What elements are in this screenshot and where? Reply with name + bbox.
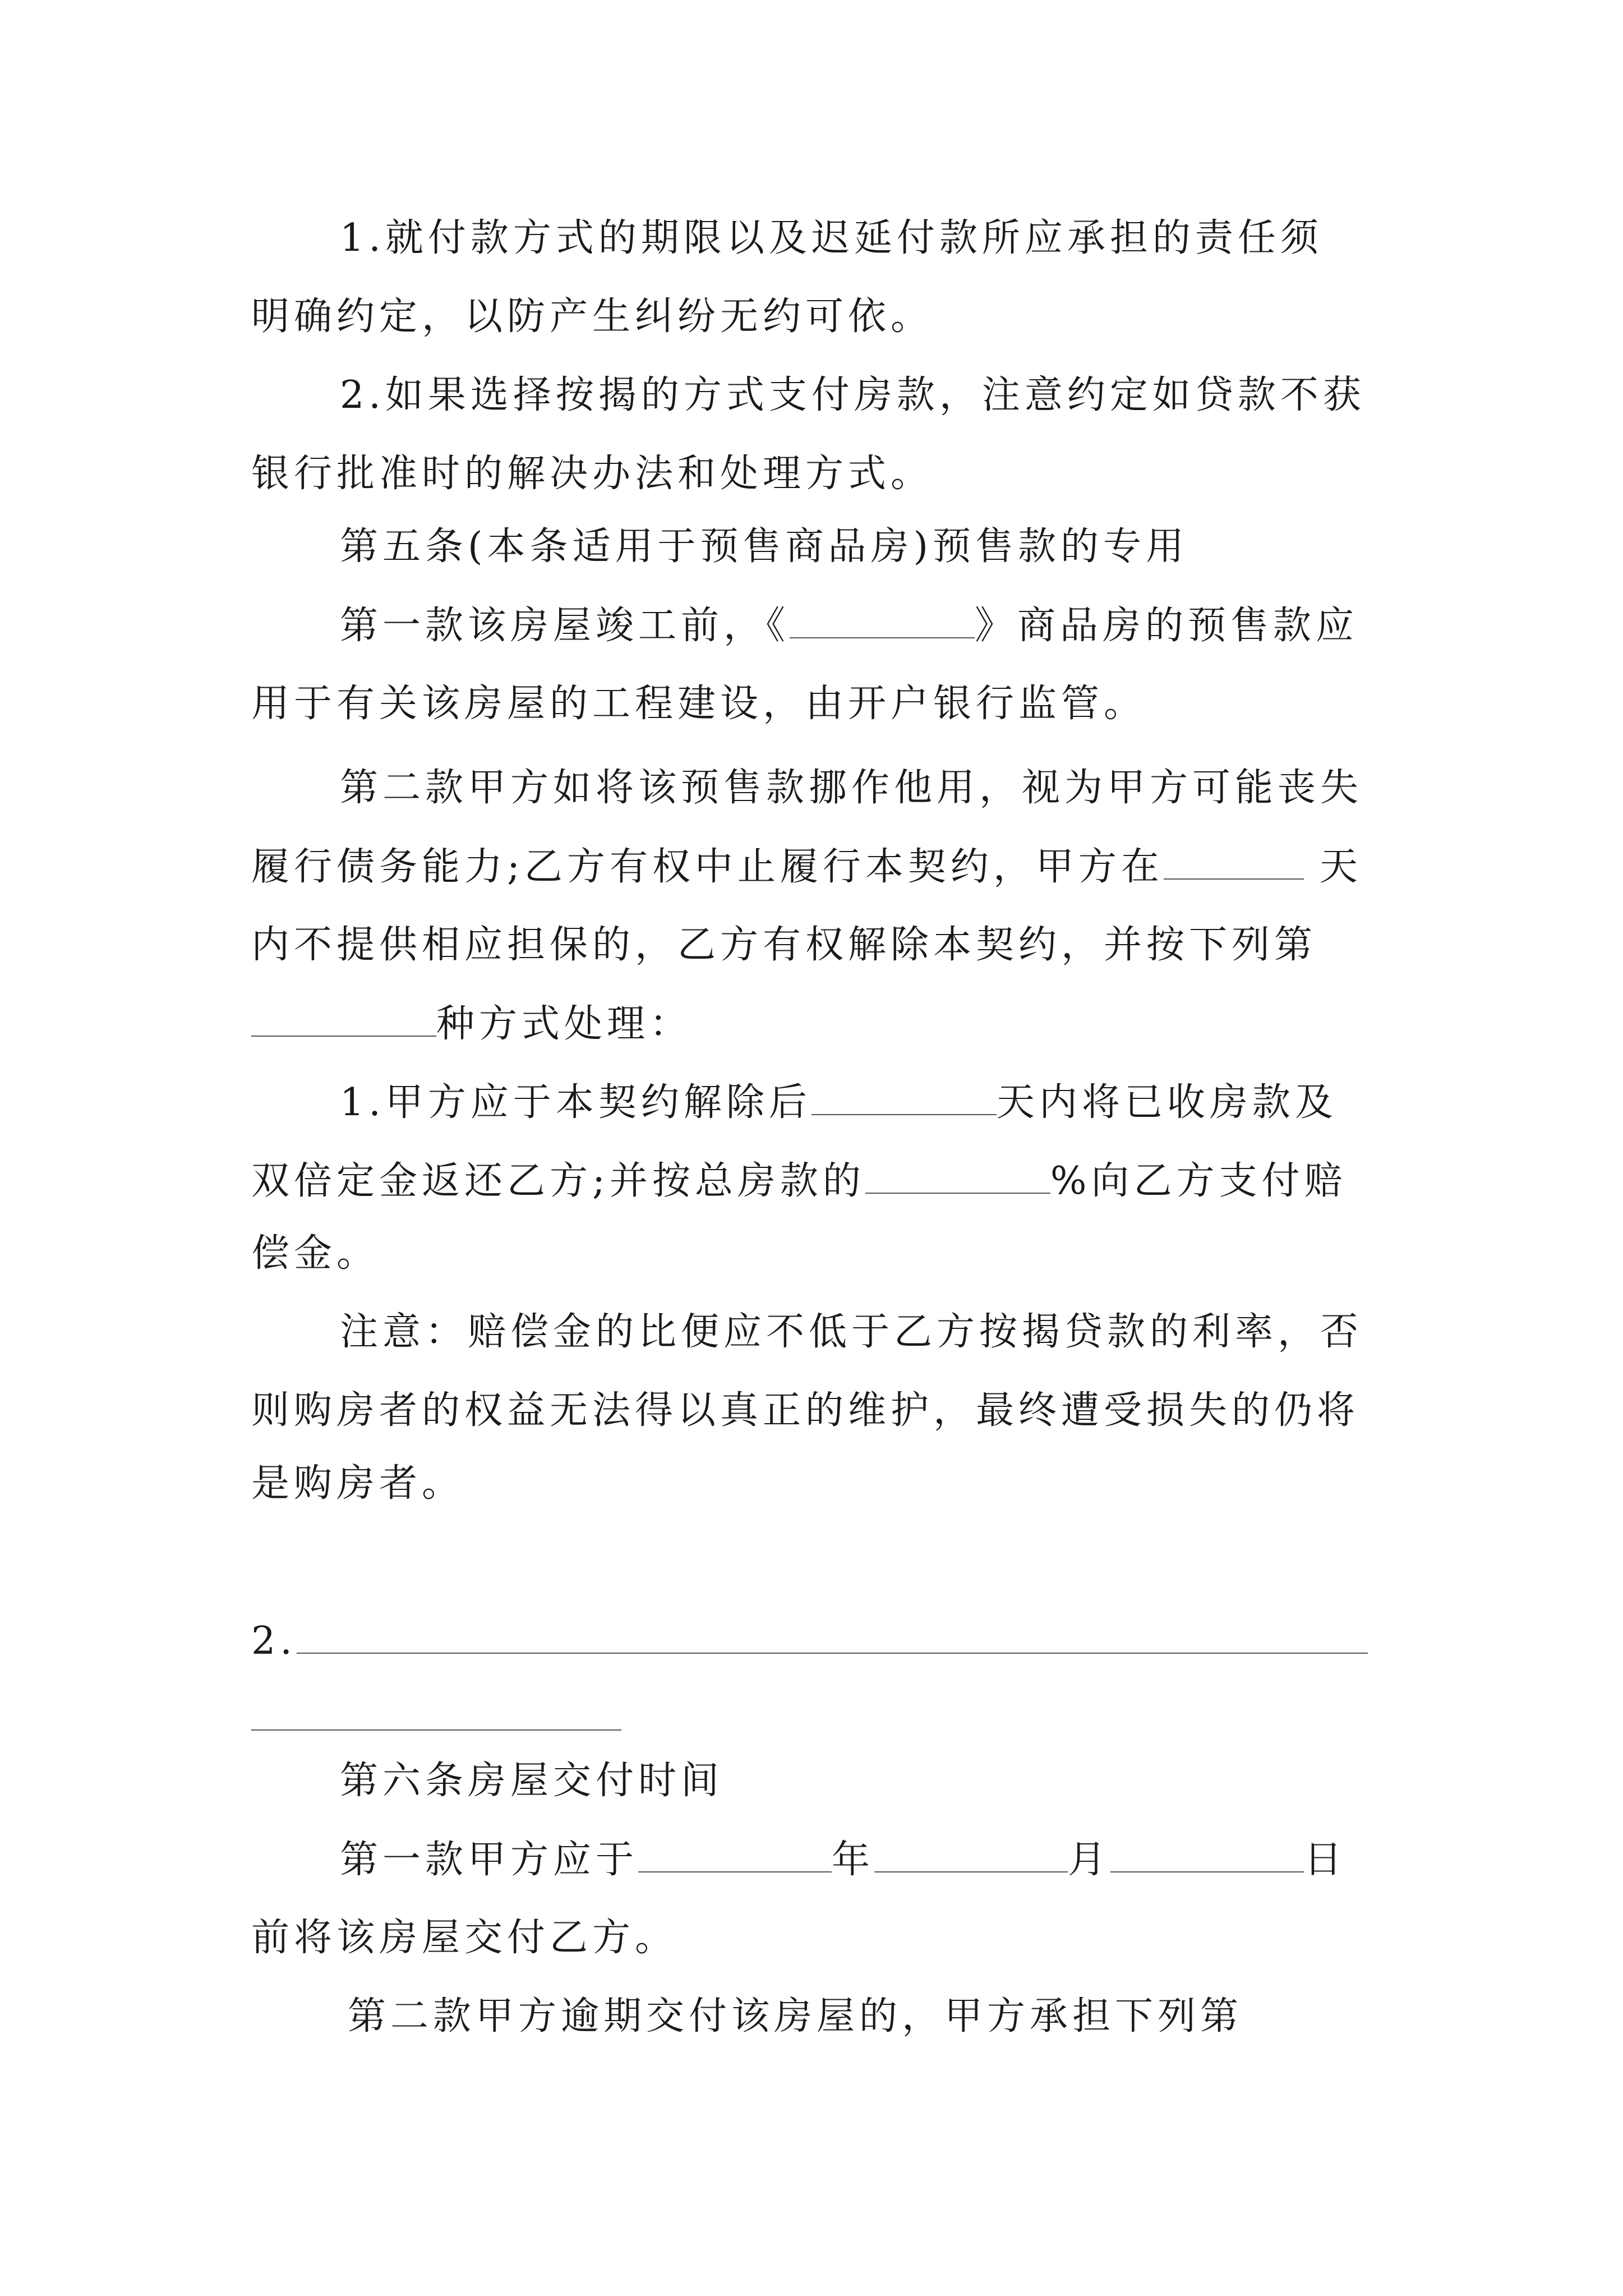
clause-text: 》商品房的预售款应 — [975, 604, 1359, 648]
paragraph-line — [251, 841, 1390, 892]
fill-in-blank — [1164, 841, 1304, 880]
item-1 — [340, 1077, 1390, 1128]
article-5-clause-2: 第二款甲方如将该预售款挪作他用，视为甲方可能丧失 — [340, 766, 1363, 810]
clause-text: 天内将已收房款及 — [996, 1080, 1338, 1125]
clause-text: %向乙方支付赔 — [1050, 1159, 1347, 1203]
fill-in-blank — [251, 999, 436, 1037]
article-6-clause-1 — [340, 1834, 1390, 1885]
fill-in-blank — [297, 1616, 1368, 1654]
article-6-clause-2: 第二款甲方逾期交付该房屋的，甲方承担下列第 — [348, 1994, 1243, 2039]
paragraph-line — [251, 999, 1390, 1049]
fill-in-blank — [865, 1156, 1050, 1194]
paragraph-line: 则购房者的权益无法得以真正的维护，最终遭受损失的仍将 — [251, 1388, 1360, 1433]
fill-in-blank — [790, 600, 975, 638]
clause-text: 天 — [1319, 845, 1362, 889]
article-5-clause-1 — [340, 600, 1390, 651]
paragraph-line: 1.就付款方式的期限以及迟延付款所应承担的责任须 — [340, 216, 1323, 260]
item-label: 2. — [251, 1619, 297, 1663]
note-paragraph: 注意：赔偿金的比便应不低于乙方按揭贷款的利率，否 — [340, 1310, 1363, 1354]
clause-text: 双倍定金返还乙方;并按总房款的 — [251, 1159, 865, 1203]
clause-text: 1.甲方应于本契约解除后 — [340, 1080, 811, 1125]
article-6-title: 第六条房屋交付时间 — [340, 1759, 724, 1803]
paragraph-line: 偿金。 — [251, 1231, 380, 1276]
clause-text: 月 — [1068, 1838, 1111, 1882]
month-blank — [874, 1834, 1068, 1872]
clause-text: 日 — [1304, 1838, 1347, 1882]
paragraph-line: 前将该房屋交付乙方。 — [251, 1916, 678, 1960]
clause-text: 履行债务能力;乙方有权中止履行本契约，甲方在 — [251, 845, 1164, 889]
clause-text: 第一款甲方应于 — [340, 1838, 639, 1882]
paragraph-line: 银行批准时的解决办法和处理方式。 — [251, 452, 934, 496]
year-blank — [638, 1834, 832, 1872]
clause-text: 年 — [832, 1838, 875, 1882]
clause-text: 种方式处理： — [436, 1002, 693, 1046]
paragraph-line: 2.如果选择按揭的方式支付房款，注意约定如贷款不获 — [340, 373, 1366, 417]
paragraph-line — [251, 1156, 1390, 1206]
paragraph-line: 是购房者。 — [251, 1461, 465, 1506]
item-2 — [251, 1616, 1390, 1666]
paragraph-line: 明确约定，以防产生纠纷无约可依。 — [251, 295, 934, 339]
paragraph-line: 内不提供相应担保的，乙方有权解除本契约，并按下列第 — [251, 923, 1317, 967]
fill-in-blank — [811, 1077, 997, 1115]
paragraph-line: 用于有关该房屋的工程建设，由开户银行监管。 — [251, 682, 1147, 726]
day-blank — [1110, 1834, 1304, 1872]
fill-in-blank-continuation — [251, 1729, 621, 1731]
article-5-title: 第五条(本条适用于预售商品房)预售款的专用 — [340, 524, 1189, 569]
clause-text: 第一款该房屋竣工前，《 — [340, 604, 790, 648]
